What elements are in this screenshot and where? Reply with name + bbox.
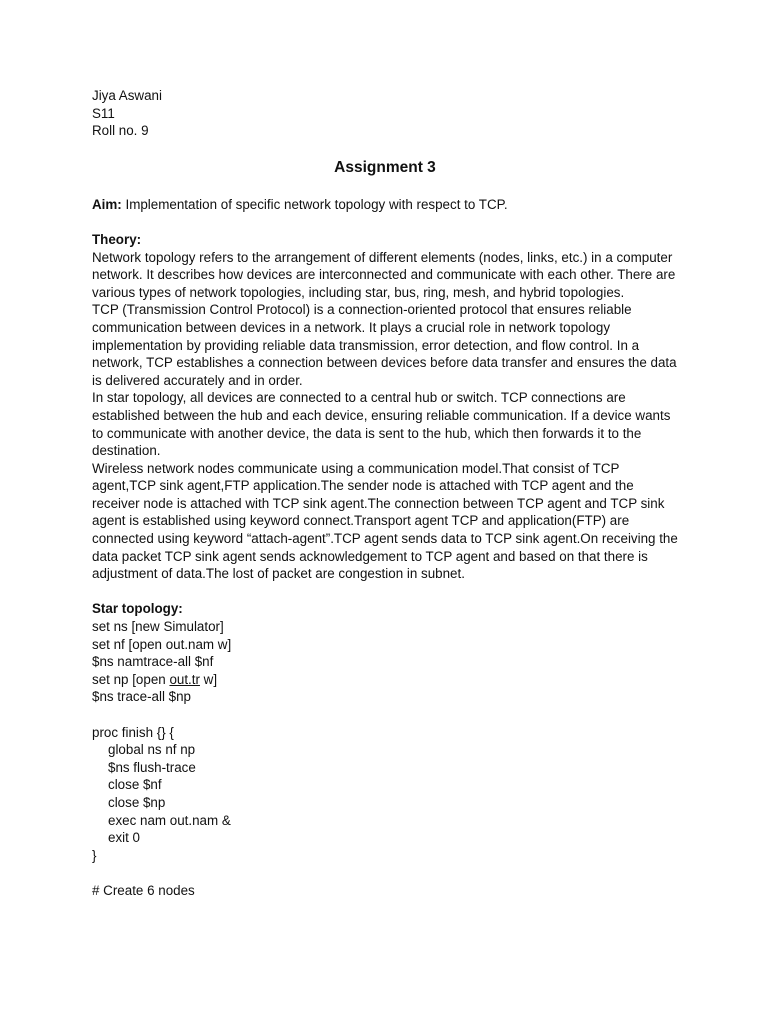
- code-text: set np [open: [92, 671, 170, 687]
- code-line: $ns trace-all $np: [92, 689, 191, 705]
- spacer: [92, 864, 678, 882]
- star-topology-heading: Star topology:: [92, 601, 183, 617]
- aim-line: [92, 196, 678, 214]
- theory-paragraph-wireless: Wireless network nodes communicate using a communication model.That consist of TCP agent,TCP sink agent,FTP application.The sender node is attached with TCP agent and the receiver node is attached with TCP sink agent.The connection between TCP agent and TCP sink agent is established using keyword connect.Transport agent TCP and application(FTP) are connected using keyword “attach-agent”.TCP agent sends data to TCP sink agent.On receiving the data packet TCP sink agent sends acknowledgement to TCP agent and based on that there is adjustment of data.The lost of packet are congestion in subnet.: [92, 460, 678, 582]
- theory-paragraph-tcp: TCP (Transmission Control Protocol) is a connection-oriented protocol that ensures reliable communication between devices in a network. It plays a crucial role in network topology implementation by providing reliable data transmission, error detection, and flow control. In a network, TCP establishes a connection between devices before data transfer and ensures the data is delivered accurately and in order.: [92, 302, 677, 388]
- proc-body-line: global ns nf np: [108, 742, 196, 758]
- spacer: [92, 213, 678, 231]
- proc-finish-open: proc finish {} {: [92, 724, 174, 740]
- student-class: S11: [92, 105, 115, 121]
- proc-body-line: exit 0: [108, 830, 141, 846]
- proc-finish-close: }: [92, 847, 97, 863]
- proc-body-line: $ns flush-trace: [108, 759, 196, 775]
- aim-text: Implementation of specific network topology with respect to TCP.: [121, 196, 508, 212]
- roll-number: Roll no. 9: [92, 123, 149, 139]
- code-line: $ns namtrace-all $nf: [92, 654, 214, 670]
- aim-label: Aim:: [92, 196, 122, 212]
- code-comment: # Create 6 nodes: [92, 882, 195, 898]
- student-name: Jiya Aswani: [92, 88, 162, 103]
- proc-body-line: exec nam out.nam &: [108, 812, 231, 828]
- proc-body-line: close $nf: [108, 777, 162, 793]
- code-line: set nf [open out.nam w]: [92, 636, 232, 652]
- code-text: w]: [199, 671, 218, 687]
- document-content: [92, 87, 678, 900]
- spacer: [92, 583, 678, 601]
- proc-body-line: close $np: [108, 794, 166, 810]
- trace-file-link[interactable]: out.tr: [169, 671, 200, 687]
- page-title: Assignment 3: [334, 158, 436, 176]
- code-line-open-trace: [92, 671, 678, 689]
- theory-paragraph-star: In star topology, all devices are connected to a central hub or switch. TCP connections are established between the hub and each device, ensuring reliable communication. If a device wants to communicate with another device, the data is sent to the hub, which then forwards it to the destination.: [92, 390, 671, 459]
- theory-paragraph-topology: Network topology refers to the arrangement of different elements (nodes, links, etc.) in a computer network. It describes how devices are interconnected and communicate with each other. There are various types of network topologies, including star, bus, ring, mesh, and hybrid topologies.: [92, 249, 676, 300]
- spacer: [92, 706, 678, 724]
- code-line: set ns [new Simulator]: [92, 619, 224, 635]
- theory-heading: Theory:: [92, 231, 142, 247]
